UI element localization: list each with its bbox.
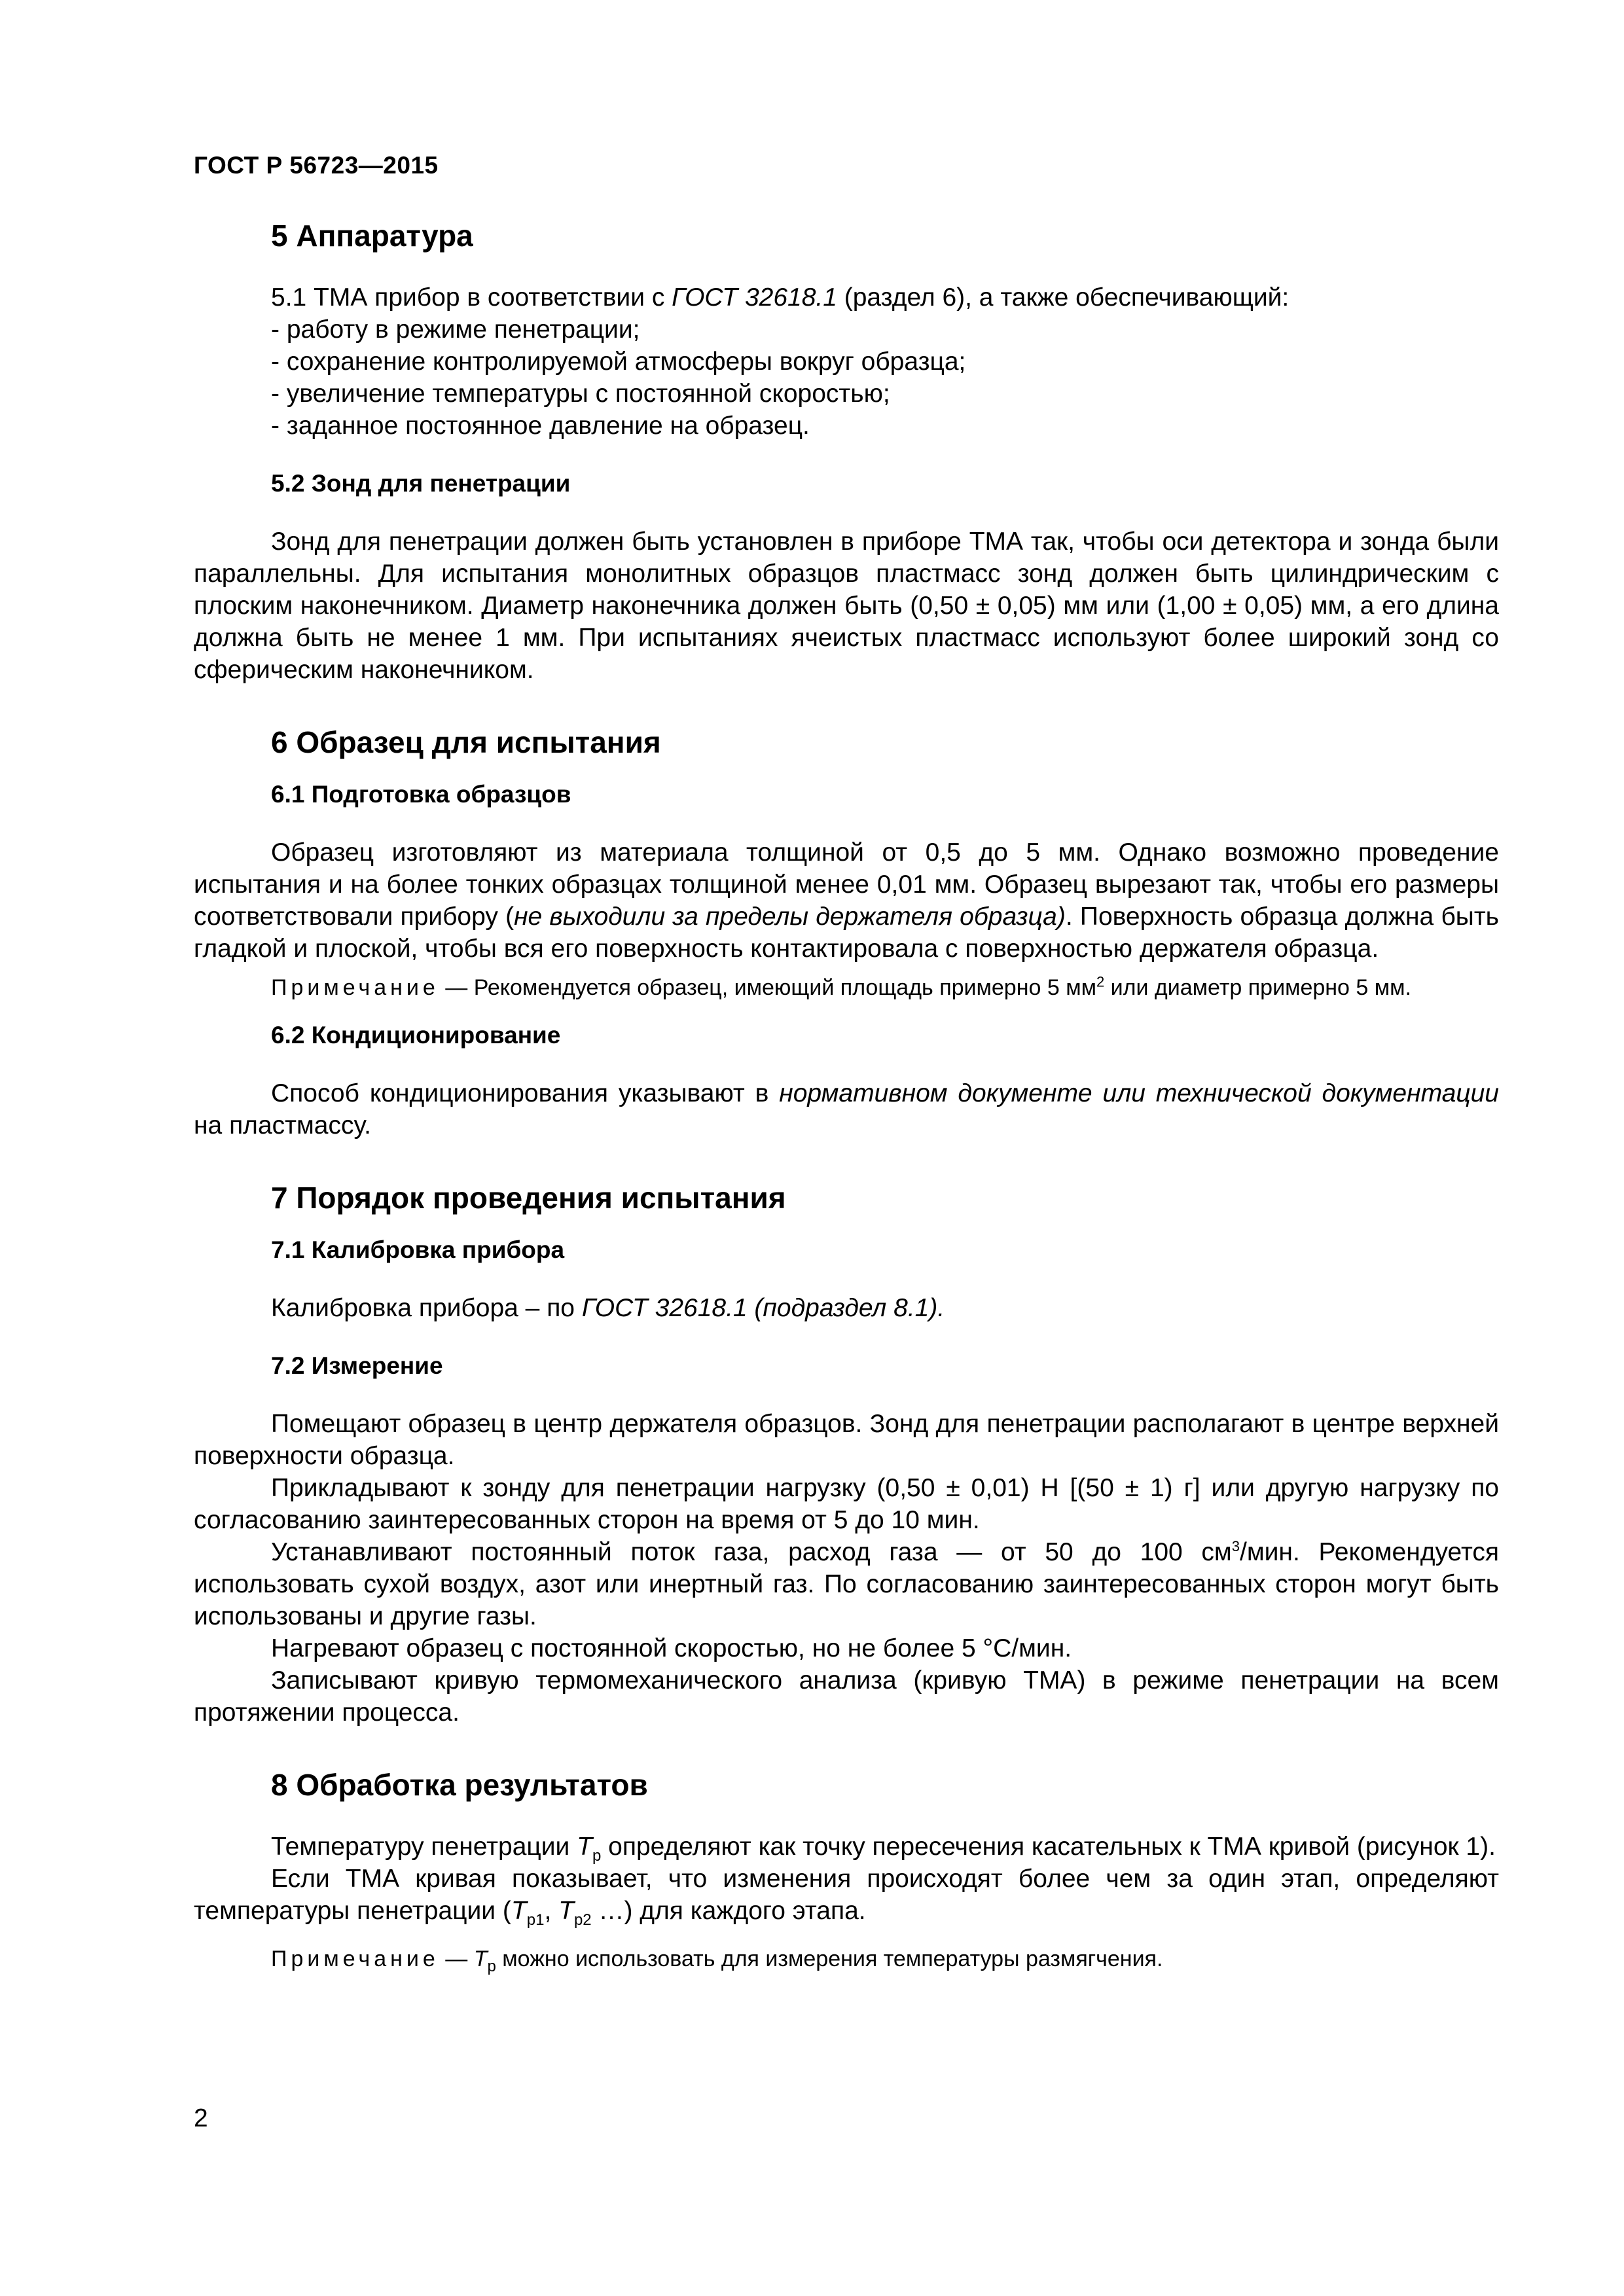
note-8: Примечание — $T_p$ можно использовать для измерения температуры размягчения.: [271, 1946, 1163, 1975]
clause-7-2-para: Записывают кривую термомеханического анализа (кривую ТМА) в режиме пенетрации на всем протяжении процесса.: [194, 1666, 1499, 1727]
clause-6-1-text: Образец изготовляют из материала толщиной от 0,5 до 5 мм. Однако возможно проведение испытания и на более тонких образцах толщиной менее 0,01 мм. Образец вырезают так, чтобы его размеры соответствовали прибору (не выходили за пределы держателя образца). Поверхность образца должна быть гладкой и плоской, чтобы вся его поверхность контактировала с поверхностью держателя образца.: [194, 838, 1500, 963]
note-label: Примечание: [271, 975, 439, 1000]
clause-6-2-text: Способ кондиционирования указывают в нормативном документе или технической документации на пластмассу.: [194, 1079, 1499, 1139]
clause-7-2-title: 7.2 Измерение: [271, 1352, 443, 1379]
document-body: [194, 216, 1499, 1974]
section-5-title: 5 Аппаратура: [271, 219, 473, 253]
note-label: Примечание: [271, 1946, 439, 1971]
section-6-title: 6 Образец для испытания: [271, 725, 661, 759]
section-8-title: 8 Обработка результатов: [271, 1768, 648, 1802]
list-item: - работу в режиме пенетрации;: [271, 315, 640, 344]
clause-7-2-para: Прикладывают к зонду для пенетрации нагрузку (0,50 ± 0,01) Н [(50 ± 1) г] или другую нагрузку по согласованию заинтересованных сторон на время от 5 до 10 мин.: [194, 1474, 1499, 1534]
page-number: 2: [194, 2104, 208, 2132]
list-item: - заданное постоянное давление на образец.: [271, 412, 810, 440]
section-8-para: Если ТМА кривая показывает, что изменения происходят более чем за один этап, определяют температуры пенетрации ($T_{p1}$, $T_{p2}$ …) для каждого этапа.: [194, 1865, 1499, 1929]
clause-7-2-para: Устанавливают постоянный поток газа, расход газа — от 50 до 100 $см^3$/мин. Рекомендуется использовать сухой воздух, азот или инертный газ. По согласованию заинтересованных сторон могут быть использованы и другие газы.: [194, 1538, 1499, 1630]
reference-gost-32618-1: ГОСТ 32618.1: [672, 283, 837, 312]
list-item: - сохранение контролируемой атмосферы вокруг образца;: [271, 348, 966, 376]
section-8-para: Температуру пенетрации $T_p$ определяют как точку пересечения касательных к ТМА кривой (рисунок 1).: [271, 1833, 1496, 1865]
clause-7-1-text: Калибровка прибора – по ГОСТ 32618.1 (подраздел 8.1).: [271, 1294, 945, 1322]
document-code-header: ГОСТ Р 56723—2015: [194, 152, 439, 179]
clause-6-1-title: 6.1 Подготовка образцов: [271, 781, 571, 808]
section-7-title: 7 Порядок проведения испытания: [271, 1181, 786, 1215]
clause-7-2-para: Помещают образец в центр держателя образцов. Зонд для пенетрации располагают в центре верхней поверхности образца.: [194, 1410, 1499, 1470]
list-item: - увеличение температуры с постоянной скоростью;: [271, 380, 890, 408]
clause-5-1: 5.1 ТМА прибор в соответствии с ГОСТ 32618.1 (раздел 6), а также обеспечивающий:: [271, 283, 1290, 312]
clause-7-2-para: Нагревают образец с постоянной скоростью, но не более 5 °С/мин.: [271, 1634, 1072, 1662]
clause-6-2-title: 6.2 Кондиционирование: [271, 1022, 561, 1049]
note-6-1: Примечание — Рекомендуется образец, имеющий площадь примерно 5 $мм^2$ или диаметр примерно 5 мм.: [271, 973, 1411, 1000]
clause-7-1-title: 7.1 Калибровка прибора: [271, 1236, 565, 1263]
clause-5-2-text: Зонд для пенетрации должен быть установлен в приборе ТМА так, чтобы оси детектора и зонда были параллельны. Для испытания монолитных образцов пластмасс зонд должен быть цилиндрическим с плоским наконечником. Диаметр наконечника должен быть (0,50 ± 0,05) мм или (1,00 ± 0,05) мм, а его длина должна быть не менее 1 мм. При испытаниях ячеистых пластмасс используют более широкий зонд со сферическим наконечником.: [194, 528, 1499, 684]
clause-5-2-title: 5.2 Зонд для пенетрации: [271, 470, 571, 497]
